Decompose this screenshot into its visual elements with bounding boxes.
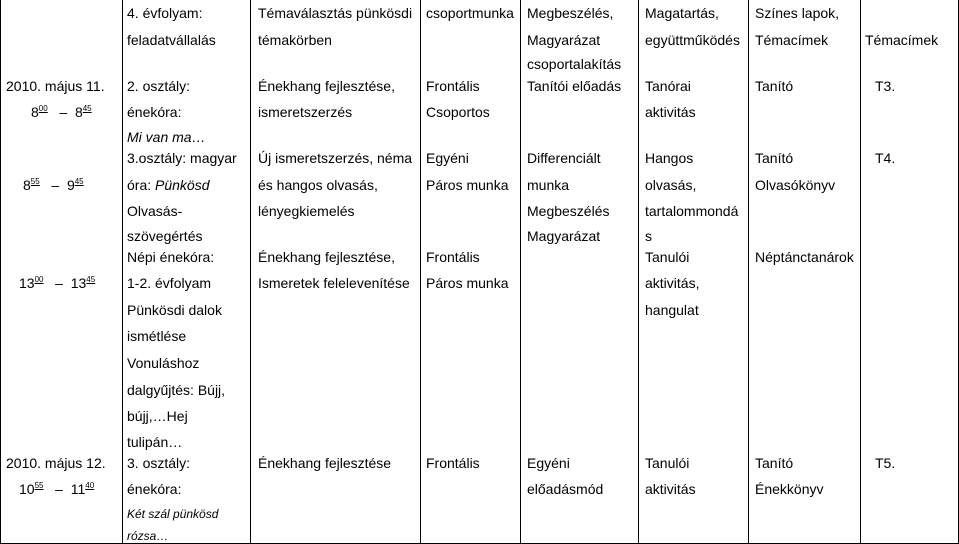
row4-activity-2: aktivitás	[645, 481, 696, 497]
row4-method-1: Egyéni	[527, 455, 570, 471]
header-explanation: Magyarázat	[527, 32, 601, 48]
row2-task-2: és hangos olvasás,	[258, 177, 378, 193]
row1-activity-1: Tanórai	[645, 78, 691, 94]
row3-topic-1: Népi énekóra:	[127, 249, 215, 265]
row4-form: Frontális	[426, 455, 480, 471]
header-topic-choice: Témaválasztás pünkösdi	[258, 5, 413, 21]
row3-activity-3: hangulat	[645, 302, 699, 318]
row1-task-1: Énekhang fejlesztése,	[258, 78, 395, 94]
row2-time: $8^{55} - 9^{45}$	[23, 177, 84, 193]
row3-activity-1: Tanulói	[645, 249, 690, 265]
row2-activity-4: s	[645, 228, 652, 244]
row2-activity-1: Hangos	[645, 150, 694, 166]
row2-method-1: Differenciált	[527, 150, 601, 166]
row2-method-3: Megbeszélés	[527, 203, 610, 219]
header-group-work: csoportmunka	[426, 5, 514, 21]
row4-lesson: énekóra:	[127, 481, 182, 497]
row4-method-2: előadásmód	[527, 481, 604, 497]
row3-topic-8: tulipán…	[127, 434, 183, 450]
row2-topic-4: szövegértés	[127, 228, 203, 244]
row2-lesson: óra: Pünkösd	[127, 177, 210, 193]
row1-date: 2010. május 11.	[6, 78, 105, 94]
row1-class: 2. osztály:	[127, 78, 191, 94]
header-task-label: feladatvállalás	[127, 32, 216, 48]
row3-tool: Néptánctanárok	[755, 249, 854, 265]
row4-tool-1: Tanító	[755, 455, 794, 471]
row3-time: $13^{00} - 13^{45}$	[19, 275, 96, 291]
row3-form-1: Frontális	[426, 249, 480, 265]
row1-song-title: Mi van ma…	[127, 129, 206, 145]
row4-ref: T5.	[875, 455, 896, 471]
header-group-forming: csoportalakítás	[527, 56, 622, 72]
row1-method: Tanítói előadás	[527, 78, 622, 94]
column-divider	[420, 0, 421, 544]
header-topic-titles-2: Témacímek	[865, 32, 939, 48]
column-divider	[520, 0, 521, 544]
column-divider	[748, 0, 749, 544]
row1-lesson: énekóra:	[127, 104, 182, 120]
row1-ref: T3.	[875, 78, 896, 94]
row2-topic-3: Olvasás-	[127, 203, 183, 219]
row2-activity-3: tartalommondá	[645, 203, 739, 219]
row2-ref: T4.	[875, 150, 896, 166]
row3-topic-2: 1-2. évfolyam	[127, 275, 212, 291]
row4-activity-1: Tanulói	[645, 455, 690, 471]
header-colored-sheets: Színes lapok,	[755, 5, 840, 21]
row4-song-title-1: Két szál pünkösd	[127, 507, 219, 521]
row1-task-2: ismeretszerzés	[258, 104, 353, 120]
row2-form-2: Páros munka	[426, 177, 509, 193]
row3-task-1: Énekhang fejlesztése,	[258, 249, 395, 265]
header-cooperation: együttműködés	[645, 32, 740, 48]
row2-tool-2: Olvasókönyv	[755, 177, 836, 193]
table-border-left	[0, 0, 1, 544]
header-topic-titles: Témacímek	[755, 32, 829, 48]
row4-song-title-2: rózsa…	[127, 529, 169, 543]
row3-task-2: Ismeretek felelevenítése	[258, 275, 410, 291]
row1-tool: Tanító	[755, 78, 794, 94]
column-divider	[638, 0, 639, 544]
row2-tool-1: Tanító	[755, 150, 794, 166]
row2-method-2: munka	[527, 177, 570, 193]
row2-class: 3.osztály: magyar	[127, 150, 237, 166]
row3-form-2: Páros munka	[426, 275, 509, 291]
row4-time: $10^{55} - 11^{40}$	[19, 481, 95, 497]
header-topic-area: témakörben	[258, 32, 332, 48]
row4-class: 3. osztály:	[127, 455, 191, 471]
row4-task: Énekhang fejlesztése	[258, 455, 392, 471]
header-discussion: Megbeszélés,	[527, 5, 614, 21]
row3-activity-2: aktivitás,	[645, 275, 700, 291]
row4-date: 2010. május 12.	[6, 455, 106, 471]
row3-topic-5: Vonuláshoz	[127, 355, 200, 371]
row1-activity-2: aktivitás	[645, 104, 696, 120]
row1-form-1: Frontális	[426, 78, 480, 94]
row2-task-3: lényegkiemelés	[258, 203, 355, 219]
row2-form-1: Egyéni	[426, 150, 469, 166]
column-divider	[250, 0, 251, 544]
header-behaviour: Magatartás,	[645, 5, 719, 21]
row4-tool-2: Énekkönyv	[755, 481, 824, 497]
header-grade-label: 4. évfolyam:	[127, 5, 203, 21]
row2-activity-2: olvasás,	[645, 177, 697, 193]
row3-topic-3: Pünkösdi dalok	[127, 302, 222, 318]
row3-topic-6: dalgyűjtés: Bújj,	[127, 382, 226, 398]
row2-task-1: Új ismeretszerzés, néma	[258, 150, 413, 166]
row1-time: $8^{00} - 8^{45}$	[31, 104, 92, 120]
row1-form-2: Csoportos	[426, 104, 490, 120]
row2-method-4: Magyarázat	[527, 228, 601, 244]
row3-topic-7: bújj,…Hej	[127, 408, 188, 424]
row3-topic-4: ismétlése	[127, 328, 187, 344]
column-divider	[860, 0, 861, 544]
column-divider	[122, 0, 123, 544]
